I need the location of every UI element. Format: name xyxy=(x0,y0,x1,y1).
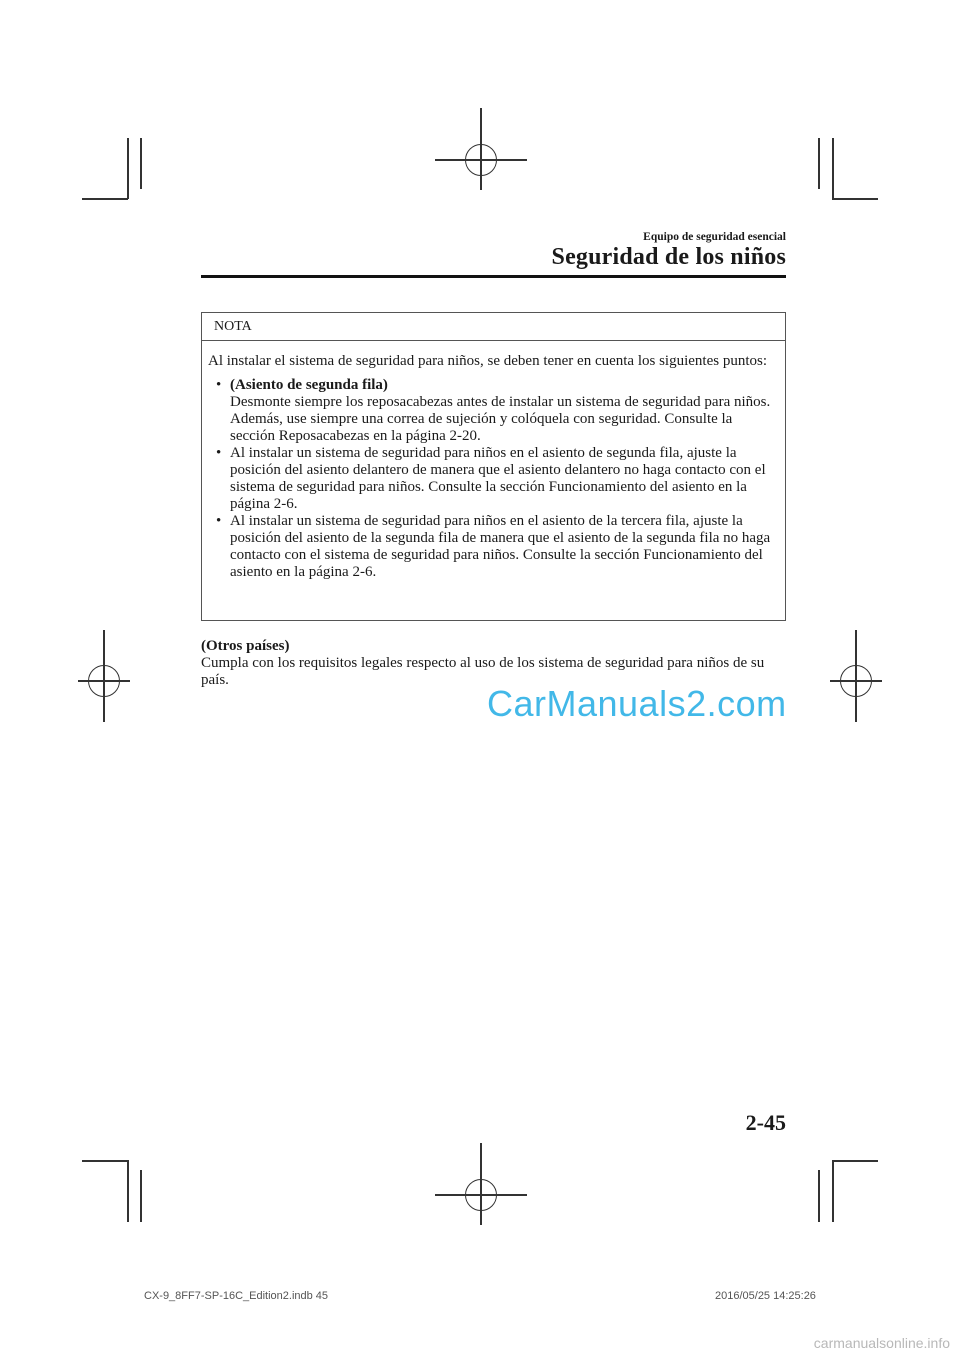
section-label: Equipo de seguridad esencial xyxy=(643,231,786,243)
bullet-title: (Asiento de segunda fila) xyxy=(230,377,388,393)
title-rule xyxy=(201,275,786,278)
note-body xyxy=(202,341,785,581)
note-title: NOTA xyxy=(202,313,785,341)
note-bullet xyxy=(208,377,779,445)
crop-mark xyxy=(82,198,128,200)
crop-mark xyxy=(127,138,129,199)
site-watermark: carmanualsonline.info xyxy=(813,1335,950,1351)
footer-date: 2016/05/25 14:25:26 xyxy=(715,1290,816,1302)
note-box xyxy=(201,312,786,621)
crop-mark xyxy=(818,138,820,189)
bullet-text: Al instalar un sistema de seguridad para niños en el asiento de la tercera fila, ajuste la posición del asiento de la segunda fila de manera que el asiento de la segunda fila no haga contacto con el sistema de seguridad para niños. Consulte la sección Funcionamiento del asiento en la página 2-6. xyxy=(230,513,771,580)
crop-mark xyxy=(127,1160,129,1222)
bullet-icon: • xyxy=(216,445,222,461)
crop-mark xyxy=(140,138,142,189)
note-bullet xyxy=(208,513,779,581)
note-bullet xyxy=(208,445,779,513)
crop-mark xyxy=(832,1160,834,1222)
bullet-text: Desmonte siempre los reposacabezas antes de instalar un sistema de seguridad para niños. Además, use siempre una correa de sujeción y colóquela con seguridad. Consulte la sección Reposacabezas en la página 2-20. xyxy=(230,394,771,444)
bullet-icon: • xyxy=(216,513,222,529)
bullet-icon: • xyxy=(216,377,222,393)
page-number: 2-45 xyxy=(745,1110,786,1135)
crop-mark xyxy=(82,1160,128,1162)
bullet-text: Al instalar un sistema de seguridad para niños en el asiento de segunda fila, ajuste la posición del asiento delantero de manera que el asiento delantero no haga contacto con el sistema de seguridad para niños. Consulte la sección Funcionamiento del asiento en la página 2-6. xyxy=(230,445,766,512)
watermark: CarManuals2.com xyxy=(487,683,787,724)
note-intro: Al instalar el sistema de seguridad para niños, se deben tener en cuenta los siguientes puntos: xyxy=(208,353,768,369)
crop-mark xyxy=(832,198,878,200)
crop-mark xyxy=(832,138,834,199)
section-title: Seguridad de los niños xyxy=(551,244,786,270)
other-countries-title: (Otros países) xyxy=(201,638,290,654)
other-countries-text: Cumpla con los requisitos legales respecto al uso de los sistema de seguridad para niños de su país. xyxy=(201,655,765,688)
crop-mark xyxy=(140,1170,142,1222)
crop-mark xyxy=(832,1160,878,1162)
footer-file: CX-9_8FF7-SP-16C_Edition2.indb 45 xyxy=(144,1290,329,1302)
crop-mark xyxy=(818,1170,820,1222)
